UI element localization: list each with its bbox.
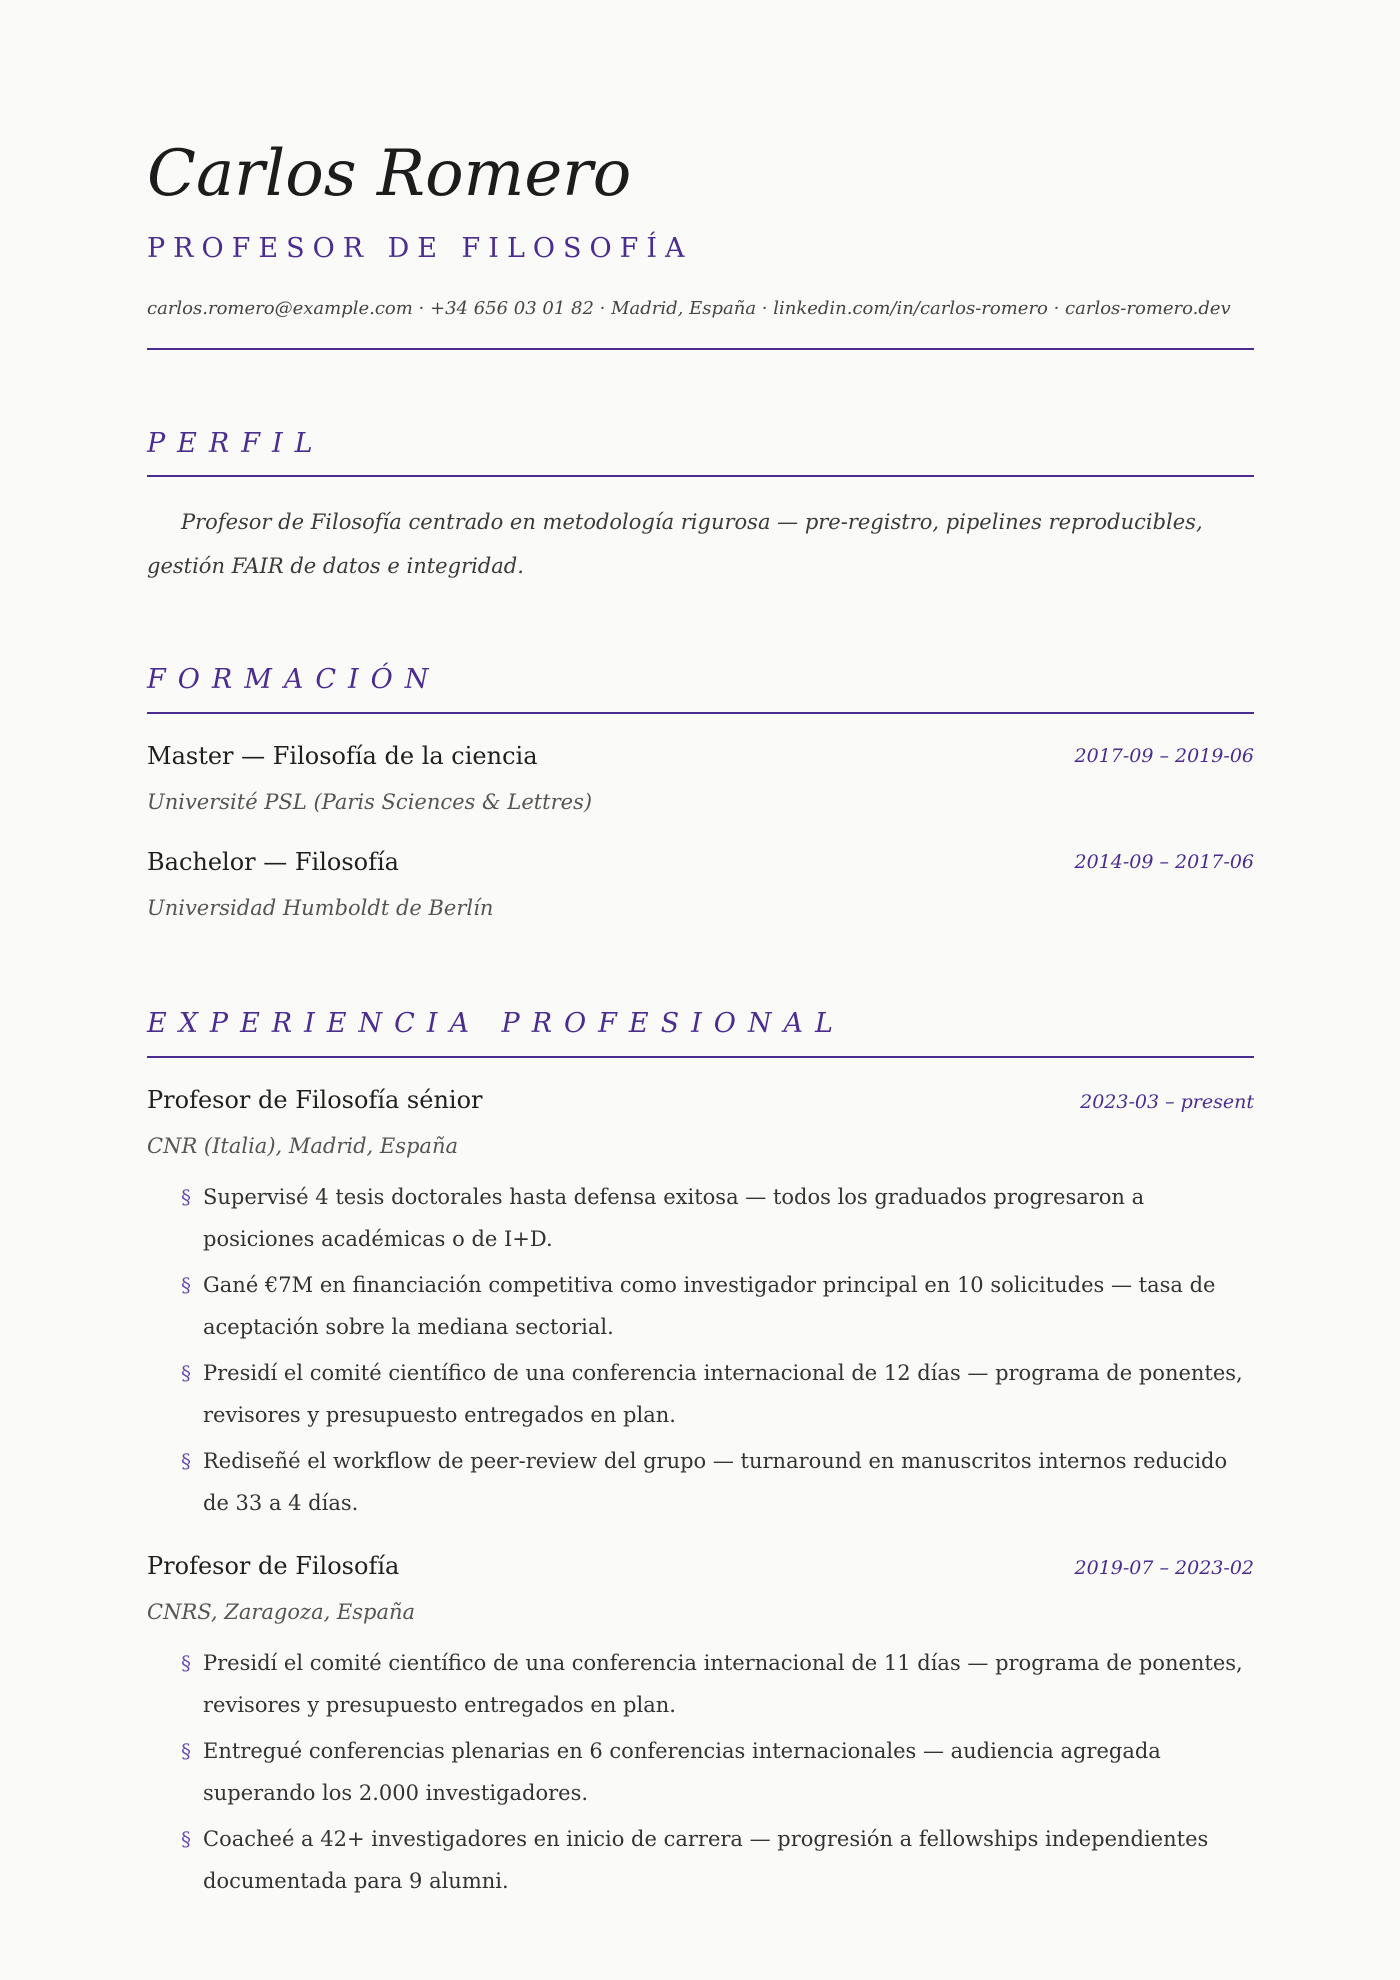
achievement-item [181, 1352, 1254, 1436]
section-mark-icon: § [181, 1827, 191, 1851]
achievement-item [181, 1176, 1254, 1260]
job-achievements [181, 1642, 1254, 1906]
candidate-role: PROFESOR DE FILOSOFÍA [147, 233, 693, 264]
education-divider [147, 712, 1254, 714]
achievement-text: Rediseñé el workflow de peer-review del grupo — turnaround en manuscritos internos reducido de 33 a 4 días. [203, 1449, 1228, 1515]
job-dates: 2019-07 – 2023-02 [1074, 1557, 1254, 1579]
experience-divider [147, 1056, 1254, 1058]
header-divider [147, 348, 1254, 350]
achievement-item [181, 1642, 1254, 1726]
candidate-name: Carlos Romero [147, 137, 632, 211]
achievement-item [181, 1440, 1254, 1524]
section-mark-icon: § [181, 1651, 191, 1675]
job-dates: 2023-03 – present [1080, 1091, 1254, 1113]
job-title: Profesor de Filosofía sénior [147, 1086, 483, 1114]
education-degree: Bachelor — Filosofía [147, 848, 399, 876]
section-mark-icon: § [181, 1185, 191, 1209]
job-title: Profesor de Filosofía [147, 1552, 400, 1580]
job-achievements [181, 1176, 1254, 1528]
achievement-text: Presidí el comité científico de una conferencia internacional de 12 días — programa de ponentes, revisores y presupuesto entregados en plan. [203, 1361, 1243, 1427]
section-title-education: FORMACIÓN [147, 664, 441, 695]
achievement-text: Gané €7M en financiación competitiva como investigador principal en 10 solicitudes — tasa de aceptación sobre la mediana sectorial. [203, 1273, 1216, 1339]
section-mark-icon: § [181, 1361, 191, 1385]
achievement-text: Presidí el comité científico de una conferencia internacional de 11 días — programa de ponentes, revisores y presupuesto entregados en plan. [203, 1651, 1243, 1717]
section-title-profile: PERFIL [147, 428, 325, 459]
achievement-item [181, 1730, 1254, 1814]
profile-summary: Profesor de Filosofía centrado en metodología rigurosa — pre-registro, pipelines reproducibles, gestión FAIR de datos e integridad. [147, 510, 1203, 578]
achievement-text: Coacheé a 42+ investigadores en inicio de carrera — progresión a fellowships independientes documentada para 9 alumni. [203, 1827, 1209, 1893]
section-mark-icon: § [181, 1273, 191, 1297]
achievement-text: Supervisé 4 tesis doctorales hasta defensa exitosa — todos los graduados progresaron a posiciones académicas o de I+D. [203, 1185, 1145, 1251]
profile-divider [147, 475, 1254, 477]
achievement-item [181, 1818, 1254, 1902]
education-institution: Université PSL (Paris Sciences & Lettres) [147, 790, 593, 814]
job-organization: CNRS, Zaragoza, España [147, 1600, 416, 1624]
job-organization: CNR (Italia), Madrid, España [147, 1134, 459, 1158]
education-institution: Universidad Humboldt de Berlín [147, 896, 494, 920]
achievement-item [181, 1264, 1254, 1348]
section-title-experience: EXPERIENCIA PROFESIONAL [147, 1008, 845, 1039]
education-degree: Master — Filosofía de la ciencia [147, 742, 538, 770]
education-dates: 2014-09 – 2017-06 [1074, 851, 1254, 873]
education-dates: 2017-09 – 2019-06 [1074, 745, 1254, 767]
contact-line: carlos.romero@example.com · +34 656 03 01 82 · Madrid, España · linkedin.com/in/carlos-romero · carlos-romero.dev [147, 298, 1231, 319]
section-mark-icon: § [181, 1449, 191, 1473]
achievement-text: Entregué conferencias plenarias en 6 conferencias internacionales — audiencia agregada superando los 2.000 investigadores. [203, 1739, 1161, 1805]
section-mark-icon: § [181, 1739, 191, 1763]
